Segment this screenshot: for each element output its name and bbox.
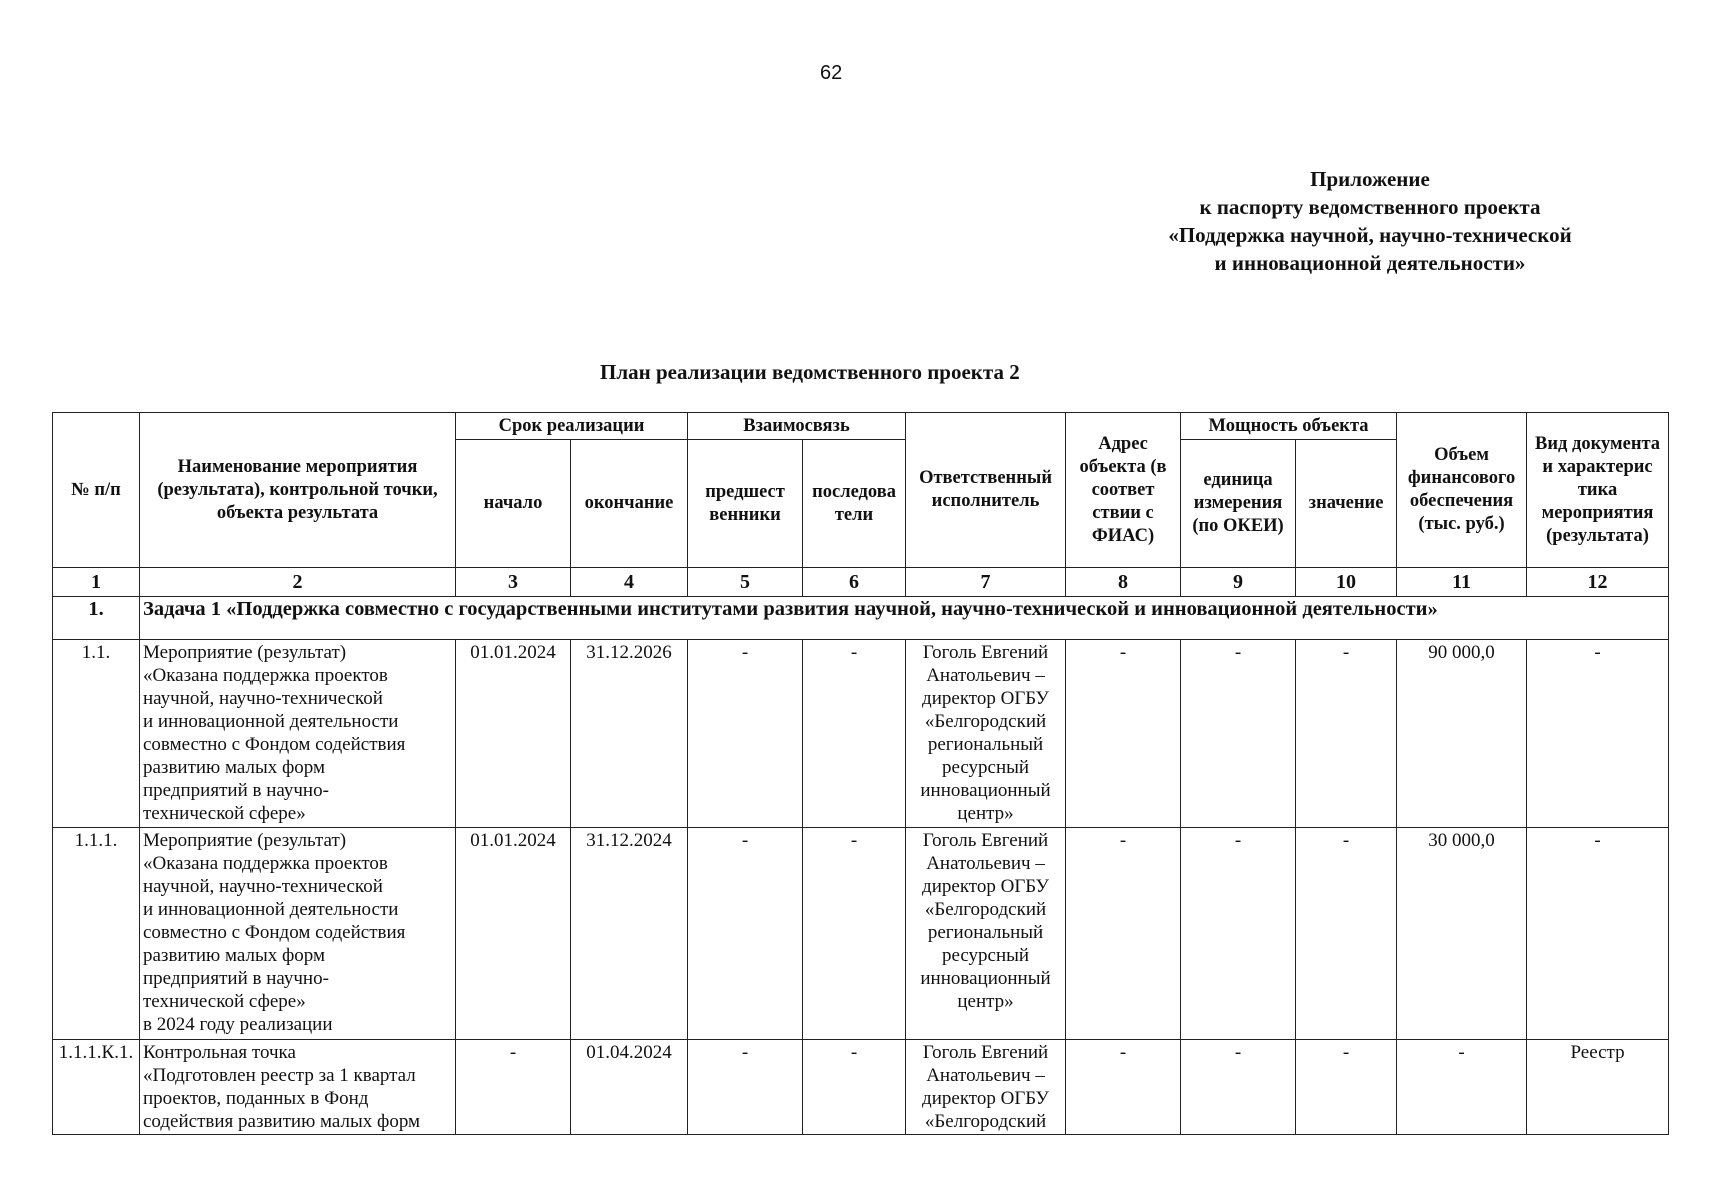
header-end: окончание: [571, 440, 688, 568]
row-start: 01.01.2024: [456, 828, 571, 1040]
row-address: -: [1066, 1040, 1181, 1135]
column-number-row: [53, 568, 1669, 597]
row-start: 01.01.2024: [456, 640, 571, 828]
column-number: 2: [140, 568, 456, 597]
header-doc-type: Вид документа и характерис тика мероприятия (результата): [1527, 413, 1669, 568]
page-number: 62: [820, 62, 843, 84]
row-successors: -: [803, 828, 906, 1040]
plan-table: [52, 412, 1669, 1135]
row-name: Мероприятие (результат) «Оказана поддержка проектов научной, научно-технической и инновационной деятельности совместно с Фондом содействия развитию малых форм предприятий в научно- технической сфере»: [140, 640, 456, 828]
row-value: -: [1296, 828, 1397, 1040]
header-successors: последова тели: [803, 440, 906, 568]
task-num: 1.: [53, 597, 140, 640]
appendix-line: Приложение: [1310, 167, 1430, 191]
column-number: 6: [803, 568, 906, 597]
column-number: 9: [1181, 568, 1296, 597]
row-executor: Гоголь Евгений Анатольевич – директор ОГБУ «Белгородский региональный ресурсный инновационный центр»: [906, 640, 1066, 828]
row-finance: 90 000,0: [1397, 640, 1527, 828]
header-name: Наименование мероприятия (результата), контрольной точки, объекта результата: [140, 413, 456, 568]
column-number: 11: [1397, 568, 1527, 597]
header-value: значение: [1296, 440, 1397, 568]
column-number: 5: [688, 568, 803, 597]
row-executor: Гоголь Евгений Анатольевич – директор ОГБУ «Белгородский региональный ресурсный инновационный центр»: [906, 828, 1066, 1040]
row-address: -: [1066, 640, 1181, 828]
row-value: -: [1296, 1040, 1397, 1135]
row-name: Мероприятие (результат) «Оказана поддержка проектов научной, научно-технической и инновационной деятельности совместно с Фондом содействия развитию малых форм предприятий в научно- технической сфере» в 2024 году реализации: [140, 828, 456, 1040]
row-end: 31.12.2026: [571, 640, 688, 828]
table-row: [53, 1040, 1669, 1135]
row-num: 1.1.: [53, 640, 140, 828]
row-name: Контрольная точка «Подготовлен реестр за 1 квартал проектов, поданных в Фонд содействия развитию малых форм: [140, 1040, 456, 1135]
task-text: Задача 1 «Поддержка совместно с государственными институтами развития научной, научно-технической и инновационной деятельности»: [140, 597, 1669, 640]
row-start: -: [456, 1040, 571, 1135]
header-capacity-group: Мощность объекта: [1181, 413, 1397, 440]
row-end: 01.04.2024: [571, 1040, 688, 1135]
row-address: -: [1066, 828, 1181, 1040]
header-term-group: Срок реализации: [456, 413, 688, 440]
header-link-group: Взаимосвязь: [688, 413, 906, 440]
row-unit: -: [1181, 828, 1296, 1040]
column-number: 4: [571, 568, 688, 597]
row-predecessors: -: [688, 828, 803, 1040]
row-finance: 30 000,0: [1397, 828, 1527, 1040]
table-row: [53, 640, 1669, 828]
row-value: -: [1296, 640, 1397, 828]
header-start: начало: [456, 440, 571, 568]
row-end: 31.12.2024: [571, 828, 688, 1040]
header-unit: единица измерения (по ОКЕИ): [1181, 440, 1296, 568]
row-unit: -: [1181, 1040, 1296, 1135]
row-unit: -: [1181, 640, 1296, 828]
appendix-line: и инновационной деятельности»: [1214, 251, 1526, 275]
column-number: 3: [456, 568, 571, 597]
row-executor: Гоголь Евгений Анатольевич – директор ОГБУ «Белгородский: [906, 1040, 1066, 1135]
header-finance: Объем финансового обеспечения (тыс. руб.): [1397, 413, 1527, 568]
appendix-line: к паспорту ведомственного проекта: [1199, 195, 1541, 219]
row-successors: -: [803, 1040, 906, 1135]
row-num: 1.1.1.К.1.: [53, 1040, 140, 1135]
column-number: 7: [906, 568, 1066, 597]
task-row: [53, 597, 1669, 640]
header-num: № п/п: [53, 413, 140, 568]
header-executor: Ответственный исполнитель: [906, 413, 1066, 568]
column-number: 10: [1296, 568, 1397, 597]
appendix-block: [1120, 165, 1620, 277]
header-row: [53, 413, 1669, 440]
row-doc-type: -: [1527, 828, 1669, 1040]
plan-title: План реализации ведомственного проекта 2: [600, 360, 1020, 384]
column-number: 12: [1527, 568, 1669, 597]
table-row: [53, 828, 1669, 1040]
row-finance: -: [1397, 1040, 1527, 1135]
header-address: Адрес объекта (в соответ ствии с ФИАС): [1066, 413, 1181, 568]
row-num: 1.1.1.: [53, 828, 140, 1040]
row-successors: -: [803, 640, 906, 828]
row-doc-type: Реестр: [1527, 1040, 1669, 1135]
row-predecessors: -: [688, 1040, 803, 1135]
column-number: 1: [53, 568, 140, 597]
column-number: 8: [1066, 568, 1181, 597]
row-doc-type: -: [1527, 640, 1669, 828]
row-predecessors: -: [688, 640, 803, 828]
header-predecessors: предшест венники: [688, 440, 803, 568]
appendix-line: «Поддержка научной, научно-технической: [1168, 223, 1572, 247]
